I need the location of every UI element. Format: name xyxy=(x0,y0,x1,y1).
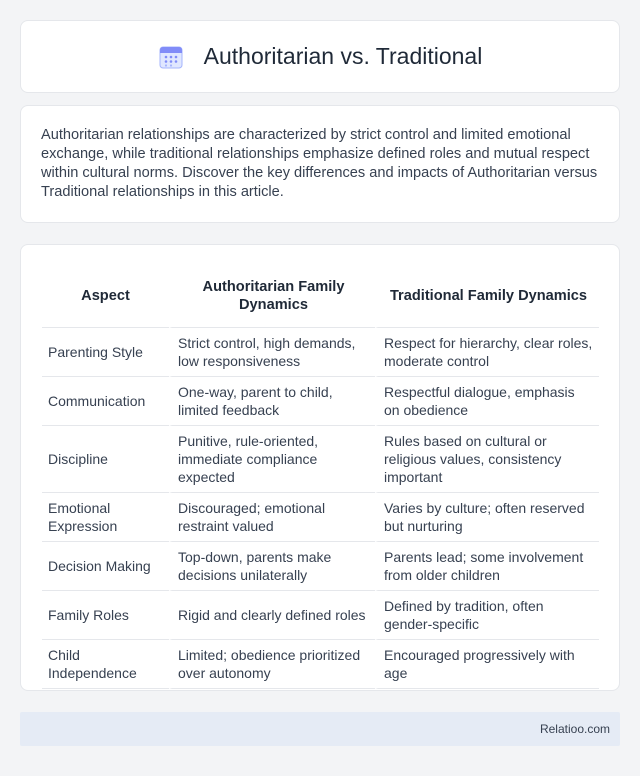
aspect-cell: Parenting Style xyxy=(42,328,169,377)
aspect-cell: Child Independence xyxy=(42,640,169,689)
authoritarian-cell: Discouraged; emotional restraint valued xyxy=(169,493,375,542)
intro-text: Authoritarian relationships are characterized by strict control and limited emotional exchange, while traditional relationships emphasize defined roles and mutual respect within cultural norms. Discover the key differences and impacts of Authoritarian versus Traditional relationships in this article. xyxy=(41,127,598,200)
comparison-table xyxy=(42,265,599,689)
table-row xyxy=(42,426,599,493)
authoritarian-cell: Rigid and clearly defined roles xyxy=(169,591,375,640)
authoritarian-cell: Strict control, high demands, low responsiveness xyxy=(169,328,375,377)
footer xyxy=(20,712,620,746)
traditional-cell: Defined by tradition, often gender-specific xyxy=(375,591,599,640)
calendar-icon xyxy=(158,44,184,70)
intro-card xyxy=(20,105,620,223)
table-row xyxy=(42,328,599,377)
authoritarian-cell: One-way, parent to child, limited feedback xyxy=(169,377,375,426)
title-card xyxy=(20,20,620,93)
aspect-cell: Discipline xyxy=(42,426,169,493)
page-title: Authoritarian vs. Traditional xyxy=(203,43,483,69)
table-row xyxy=(42,591,599,640)
authoritarian-cell: Punitive, rule-oriented, immediate compliance expected xyxy=(169,426,375,493)
table-row xyxy=(42,542,599,591)
authoritarian-cell: Limited; obedience prioritized over autonomy xyxy=(169,640,375,689)
aspect-cell: Family Roles xyxy=(42,591,169,640)
traditional-cell: Rules based on cultural or religious values, consistency important xyxy=(375,426,599,493)
header-traditional: Traditional Family Dynamics xyxy=(375,265,599,328)
comparison-card xyxy=(20,244,620,691)
aspect-cell: Communication xyxy=(42,377,169,426)
aspect-cell: Emotional Expression xyxy=(42,493,169,542)
traditional-cell: Respectful dialogue, emphasis on obedience xyxy=(375,377,599,426)
aspect-cell: Decision Making xyxy=(42,542,169,591)
table-header-row xyxy=(42,265,599,328)
header-aspect: Aspect xyxy=(42,265,169,328)
traditional-cell: Respect for hierarchy, clear roles, moderate control xyxy=(375,328,599,377)
traditional-cell: Varies by culture; often reserved but nurturing xyxy=(375,493,599,542)
footer-site-link[interactable]: Relatioo.com xyxy=(539,722,610,736)
traditional-cell: Parents lead; some involvement from older children xyxy=(375,542,599,591)
authoritarian-cell: Top-down, parents make decisions unilaterally xyxy=(169,542,375,591)
traditional-cell: Encouraged progressively with age xyxy=(375,640,599,689)
table-row xyxy=(42,377,599,426)
header-authoritarian: Authoritarian Family Dynamics xyxy=(169,265,375,328)
table-row xyxy=(42,640,599,689)
table-row xyxy=(42,493,599,542)
